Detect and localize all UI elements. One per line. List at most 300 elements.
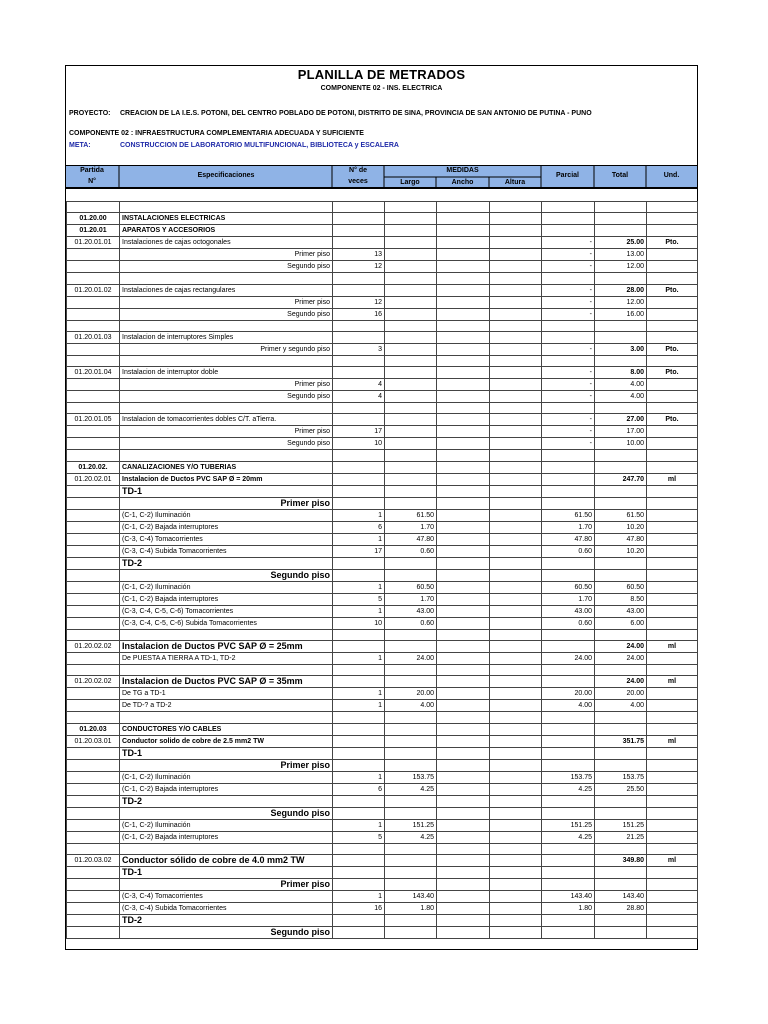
cell-ancho [437,783,490,795]
cell-total: 17.00 [595,426,647,438]
cell-largo: 4.00 [385,700,437,712]
cell-especificacion: (C-1, C-2) Bajada interruptores [120,831,333,843]
cell-largo [385,403,437,414]
cell-total: 61.50 [595,509,647,521]
cell-ancho [437,320,490,331]
cell-altura [490,521,542,533]
cell-parcial: 0.60 [542,545,595,557]
proyecto-value: CREACION DE LA I.E.S. POTONI, DEL CENTRO POBLADO DE POTONI, DISTRITO DE SINA, PROVINCIA DE SAN ANTONIO DE PUTINA - PUNO [120,110,592,117]
header-partida-2: N° [88,178,96,185]
cell-especificacion: Primer piso [120,497,333,509]
header-veces-1: N° de [349,167,367,174]
cell-ancho [437,414,490,426]
cell-total: 47.80 [595,533,647,545]
cell-veces: 1 [333,819,385,831]
cell-especificacion: TD-2 [120,914,333,926]
cell-total [595,914,647,926]
cell-ancho [437,485,490,497]
cell-largo [385,450,437,461]
table-row [67,237,698,249]
table-row [67,866,698,878]
cell-partida: 01.20.02.02 [67,676,120,688]
cell-und [647,866,698,878]
cell-veces [333,284,385,296]
cell-largo [385,735,437,747]
table-row [67,533,698,545]
cell-ancho [437,213,490,225]
cell-ancho [437,557,490,569]
cell-altura [490,308,542,320]
cell-especificacion: CONDUCTORES Y/O CABLES [120,723,333,735]
cell-partida [67,866,120,878]
cell-und [647,771,698,783]
cell-altura [490,485,542,497]
cell-und [647,831,698,843]
cell-total [595,225,647,237]
cell-total [595,878,647,890]
cell-altura [490,712,542,723]
cell-partida [67,438,120,450]
cell-und [647,902,698,914]
cell-parcial [542,225,595,237]
cell-partida: 01.20.00 [67,213,120,225]
cell-parcial [542,461,595,473]
table-row [67,878,698,890]
cell-total [595,926,647,938]
cell-veces: 13 [333,249,385,261]
cell-veces: 12 [333,296,385,308]
cell-altura [490,831,542,843]
cell-parcial [542,273,595,284]
cell-und [647,497,698,509]
cell-ancho [437,521,490,533]
cell-und [647,700,698,712]
cell-especificacion: (C-1, C-2) Bajada interruptores [120,521,333,533]
cell-especificacion: (C-3, C-4) Tomacorrientes [120,890,333,902]
cell-ancho [437,641,490,653]
cell-altura [490,497,542,509]
cell-partida [67,308,120,320]
cell-altura [490,284,542,296]
cell-especificacion: De TD-? a TD-2 [120,700,333,712]
cell-altura [490,473,542,485]
cell-partida [67,665,120,676]
cell-veces: 1 [333,581,385,593]
cell-und [647,914,698,926]
cell-partida [67,296,120,308]
cell-veces [333,759,385,771]
cell-und [647,617,698,629]
cell-parcial [542,735,595,747]
cell-partida [67,747,120,759]
cell-parcial: - [542,391,595,403]
table-row [67,461,698,473]
cell-total: 6.00 [595,617,647,629]
cell-especificacion: Segundo piso [120,261,333,273]
cell-especificacion [120,320,333,331]
cell-altura [490,688,542,700]
cell-total: 24.00 [595,676,647,688]
cell-especificacion: Instalacion de tomacorrientes dobles C/T. aTierra. [120,414,333,426]
cell-parcial: 20.00 [542,688,595,700]
cell-partida: 01.20.03 [67,723,120,735]
cell-total [595,202,647,213]
table-row [67,688,698,700]
table-row [67,497,698,509]
page-title: PLANILLA DE METRADOS [297,67,466,82]
cell-especificacion: Primer y segundo piso [120,343,333,355]
table-row [67,521,698,533]
cell-veces [333,735,385,747]
cell-veces [333,854,385,866]
cell-ancho [437,497,490,509]
cell-veces [333,712,385,723]
cell-especificacion: Primer piso [120,426,333,438]
cell-altura [490,237,542,249]
cell-und [647,629,698,640]
cell-altura [490,641,542,653]
cell-especificacion: Instalaciones de cajas rectangulares [120,284,333,296]
cell-ancho [437,225,490,237]
cell-partida: 01.20.03.01 [67,735,120,747]
cell-veces [333,403,385,414]
cell-altura [490,926,542,938]
table-row [67,914,698,926]
table-row [67,261,698,273]
cell-ancho [437,819,490,831]
cell-parcial [542,497,595,509]
cell-altura [490,438,542,450]
cell-parcial [542,807,595,819]
cell-parcial [542,569,595,581]
cell-total [595,807,647,819]
cell-ancho [437,629,490,640]
cell-veces [333,450,385,461]
cell-veces [333,557,385,569]
cell-veces: 6 [333,783,385,795]
cell-altura [490,653,542,665]
cell-especificacion [120,450,333,461]
cell-altura [490,783,542,795]
cell-parcial [542,629,595,640]
cell-partida: 01.20.01.04 [67,367,120,379]
cell-total [595,569,647,581]
header-grid [66,166,697,188]
cell-partida [67,521,120,533]
table-row [67,926,698,938]
cell-altura [490,355,542,366]
cell-partida [67,819,120,831]
cell-parcial: 151.25 [542,819,595,831]
cell-total [595,331,647,343]
cell-total: 3.00 [595,343,647,355]
cell-veces [333,629,385,640]
cell-partida [67,509,120,521]
cell-veces [333,866,385,878]
cell-partida [67,605,120,617]
cell-und [647,225,698,237]
cell-parcial: 47.80 [542,533,595,545]
cell-partida [67,902,120,914]
cell-parcial [542,665,595,676]
cell-total: 13.00 [595,249,647,261]
cell-veces: 1 [333,533,385,545]
cell-partida [67,843,120,854]
cell-veces: 10 [333,617,385,629]
cell-veces: 4 [333,379,385,391]
cell-und [647,249,698,261]
cell-ancho [437,426,490,438]
cell-und [647,878,698,890]
cell-altura [490,747,542,759]
cell-total [595,723,647,735]
cell-veces [333,225,385,237]
cell-ancho [437,688,490,700]
cell-especificacion: Primer piso [120,759,333,771]
cell-parcial [542,403,595,414]
cell-largo: 24.00 [385,653,437,665]
cell-total: 21.25 [595,831,647,843]
cell-especificacion [120,202,333,213]
cell-veces [333,914,385,926]
cell-altura [490,296,542,308]
table-row [67,391,698,403]
cell-especificacion: Primer piso [120,249,333,261]
cell-parcial: - [542,343,595,355]
cell-parcial [542,473,595,485]
cell-especificacion: (C-1, C-2) Iluminación [120,771,333,783]
cell-total: 16.00 [595,308,647,320]
cell-ancho [437,665,490,676]
cell-altura [490,581,542,593]
table-row [67,414,698,426]
cell-ancho [437,367,490,379]
header-largo: Largo [400,179,420,186]
cell-partida [67,533,120,545]
table-row [67,343,698,355]
cell-especificacion: Primer piso [120,296,333,308]
table-row [67,308,698,320]
cell-veces: 1 [333,890,385,902]
cell-ancho [437,509,490,521]
cell-especificacion: Conductor sólido de cobre de 4.0 mm2 TW [120,854,333,866]
cell-especificacion [120,273,333,284]
cell-und [647,819,698,831]
cell-altura [490,450,542,461]
cell-largo: 0.60 [385,545,437,557]
cell-veces [333,320,385,331]
table-row [67,641,698,653]
cell-altura [490,273,542,284]
cell-parcial: - [542,308,595,320]
cell-und [647,653,698,665]
cell-parcial: - [542,261,595,273]
cell-und [647,296,698,308]
cell-altura [490,593,542,605]
cell-ancho [437,878,490,890]
cell-ancho [437,593,490,605]
cell-especificacion: De TG a TD-1 [120,688,333,700]
cell-veces [333,795,385,807]
cell-total [595,557,647,569]
cell-partida [67,795,120,807]
cell-partida [67,391,120,403]
cell-especificacion: TD-1 [120,485,333,497]
cell-largo: 47.80 [385,533,437,545]
cell-partida [67,249,120,261]
cell-especificacion: CANALIZACIONES Y/O TUBERIAS [120,461,333,473]
table-row [67,747,698,759]
cell-partida [67,629,120,640]
cell-total: 43.00 [595,605,647,617]
cell-ancho [437,273,490,284]
cell-largo: 60.50 [385,581,437,593]
cell-ancho [437,379,490,391]
cell-und [647,747,698,759]
cell-veces [333,723,385,735]
cell-veces [333,747,385,759]
cell-partida [67,202,120,213]
cell-partida [67,545,120,557]
cell-und [647,593,698,605]
cell-especificacion: (C-3, C-4) Tomacorrientes [120,533,333,545]
cell-veces [333,843,385,854]
cell-especificacion: APARATOS Y ACCESORIOS [120,225,333,237]
cell-und [647,438,698,450]
cell-parcial: - [542,414,595,426]
table-row [67,509,698,521]
cell-ancho [437,202,490,213]
cell-especificacion: Instalacion de interruptores Simples [120,331,333,343]
cell-partida: 01.20.01.02 [67,284,120,296]
cell-altura [490,771,542,783]
cell-largo [385,414,437,426]
cell-altura [490,225,542,237]
cell-altura [490,902,542,914]
cell-altura [490,605,542,617]
cell-veces [333,569,385,581]
cell-ancho [437,723,490,735]
cell-partida [67,497,120,509]
cell-veces: 6 [333,521,385,533]
cell-ancho [437,450,490,461]
cell-total: 12.00 [595,296,647,308]
table-row [67,807,698,819]
cell-ancho [437,747,490,759]
cell-ancho [437,581,490,593]
cell-ancho [437,331,490,343]
table-row [67,426,698,438]
cell-total: 4.00 [595,391,647,403]
table-row [67,819,698,831]
cell-veces [333,641,385,653]
cell-total: 25.50 [595,783,647,795]
cell-parcial: 4.00 [542,700,595,712]
cell-und [647,379,698,391]
cell-altura [490,426,542,438]
cell-und [647,403,698,414]
cell-und [647,795,698,807]
cell-parcial [542,355,595,366]
cell-ancho [437,308,490,320]
cell-especificacion: (C-3, C-4) Subida Tomacorrientes [120,545,333,557]
cell-largo [385,759,437,771]
cell-largo [385,438,437,450]
cell-parcial: 4.25 [542,783,595,795]
cell-partida: 01.20.01.01 [67,237,120,249]
cell-ancho [437,807,490,819]
cell-largo [385,343,437,355]
componente-text: COMPONENTE 02 : INFRAESTRUCTURA COMPLEMENTARIA ADECUADA Y SUFICIENTE [69,130,364,137]
cell-parcial [542,866,595,878]
cell-largo: 151.25 [385,819,437,831]
table-row [67,629,698,640]
cell-ancho [437,795,490,807]
cell-und [647,712,698,723]
cell-altura [490,367,542,379]
table-row [67,890,698,902]
cell-altura [490,617,542,629]
cell-especificacion: Conductor solido de cobre de 2.5 mm2 TW [120,735,333,747]
cell-partida [67,569,120,581]
cell-und [647,665,698,676]
cell-total [595,795,647,807]
cell-largo [385,331,437,343]
cell-und [647,926,698,938]
cell-veces [333,473,385,485]
cell-parcial [542,331,595,343]
cell-und [647,509,698,521]
cell-total [595,355,647,366]
cell-ancho [437,759,490,771]
table-row [67,759,698,771]
cell-und [647,461,698,473]
cell-ancho [437,473,490,485]
cell-ancho [437,831,490,843]
cell-total: 10.20 [595,545,647,557]
cell-und: Pto. [647,414,698,426]
cell-partida [67,926,120,938]
cell-und [647,783,698,795]
cell-largo [385,843,437,854]
cell-total: 20.00 [595,688,647,700]
cell-und [647,320,698,331]
cell-parcial [542,712,595,723]
cell-largo [385,676,437,688]
header-parcial: Parcial [556,172,579,179]
table-row [67,473,698,485]
cell-especificacion: Primer piso [120,379,333,391]
cell-partida [67,355,120,366]
cell-veces: 1 [333,605,385,617]
cell-ancho [437,914,490,926]
table-row [67,320,698,331]
cell-total: 247.70 [595,473,647,485]
cell-parcial [542,843,595,854]
cell-especificacion: Segundo piso [120,391,333,403]
cell-especificacion: TD-1 [120,866,333,878]
cell-und: ml [647,735,698,747]
cell-total: 12.00 [595,261,647,273]
cell-ancho [437,403,490,414]
cell-altura [490,403,542,414]
cell-parcial: 1.70 [542,593,595,605]
cell-largo [385,426,437,438]
cell-especificacion: (C-1, C-2) Iluminación [120,819,333,831]
cell-total [595,485,647,497]
cell-largo: 4.25 [385,831,437,843]
cell-veces: 10 [333,438,385,450]
